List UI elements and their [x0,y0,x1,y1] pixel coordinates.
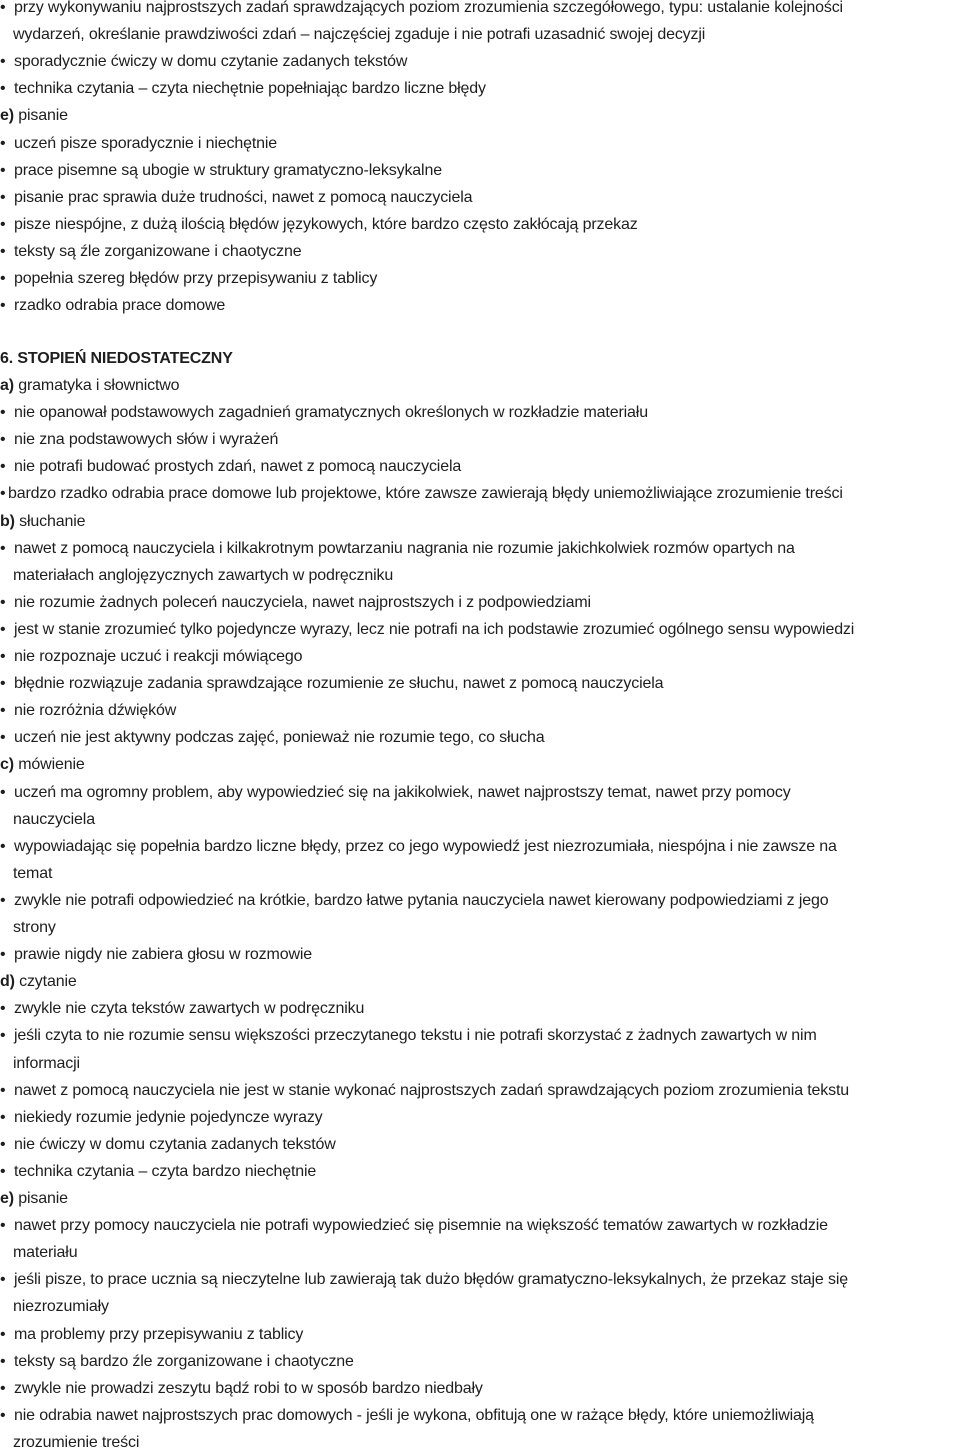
list-item-text: uczeń pisze sporadycznie i niechętnie [14,134,278,152]
list-item-text: nie potrafi budować prostych zdań, nawet z pomocą nauczyciela [14,458,462,476]
list-item-text: wydarzeń, określanie prawdziwości zdań – najczęściej zgaduje i nie potrafi uzasadnić swojej decyzji [13,26,706,44]
list-item-text: uczeń nie jest aktywny podczas zajęć, ponieważ nie rozumie tego, co słucha [14,729,545,747]
subsection-title: czytanie [14,973,77,991]
bullet-dot-icon: • [0,1162,6,1180]
bullet-dot-icon: • [0,1352,6,1370]
list-item-text: przy wykonywaniu najprostszych zadań sprawdzających poziom zrozumienia szczegółowego, typu: ustalanie kolejności [14,0,843,16]
subsection-label: c) [0,756,14,774]
list-item [0,702,960,720]
subsection-label: d) [0,973,15,991]
list-item-text: jest w stanie zrozumieć tylko pojedyncze wyrazy, lecz nie potrafi na ich podstawie zrozumieć ogólnego sensu wypowiedzi [14,620,855,638]
list-item-continuation [0,26,960,44]
list-item-text: błędnie rozwiązuje zadania sprawdzające rozumienie ze słuchu, nawet z pomocą nauczyciela [14,675,664,693]
bullet-dot-icon: • [0,1325,6,1343]
list-item [0,297,960,315]
subsection-heading [0,1190,960,1208]
bullet-dot-icon: • [0,1108,6,1126]
bullet-dot-icon: • [0,485,6,503]
list-item [0,53,960,71]
bullet-dot-icon: • [0,431,6,449]
list-item [0,1217,960,1235]
list-item [0,1163,960,1181]
list-item-text: teksty są bardzo źle zorganizowane i chaotyczne [14,1352,354,1370]
subsection-title: słuchanie [14,512,86,530]
bullet-dot-icon: • [0,1000,6,1018]
list-item-text: bardzo rzadko odrabia prace domowe lub projektowe, które zawsze zawierają błędy uniemożliwiające zrozumienie treści [8,485,843,503]
subsection-title: pisanie [13,107,68,125]
bullet-dot-icon: • [0,1027,6,1045]
subsection-heading [0,107,960,125]
list-item-text: teksty są źle zorganizowane i chaotyczne [14,242,302,260]
list-item [0,431,960,449]
list-item-text: zrozumienie treści [13,1433,140,1451]
bullet-dot-icon: • [0,1135,6,1153]
list-item-text: technika czytania – czyta niechętnie popełniając bardzo liczne błędy [14,80,486,98]
list-item [0,1407,960,1425]
list-item-text: technika czytania – czyta bardzo niechętnie [14,1162,317,1180]
list-item [0,1082,960,1100]
subsection-heading [0,513,960,531]
list-item-text: materiałach anglojęzycznych zawartych w podręczniku [13,566,394,584]
bullet-dot-icon: • [0,837,6,855]
bullet-dot-icon: • [0,458,6,476]
bullet-dot-icon: • [0,188,6,206]
bullet-dot-icon: • [0,297,6,315]
list-item-text: temat [13,864,53,882]
list-item [0,135,960,153]
list-item-text: ma problemy przy przepisywaniu z tablicy [14,1325,304,1343]
bullet-dot-icon: • [0,675,6,693]
bullet-dot-icon: • [0,53,6,71]
list-item-text: zwykle nie czyta tekstów zawartych w podręczniku [14,1000,365,1018]
subsection-label: b) [0,512,15,530]
list-item [0,540,960,558]
list-item [0,162,960,180]
bullet-dot-icon: • [0,215,6,233]
list-item-text: materiału [13,1244,78,1262]
subsection-heading [0,973,960,991]
list-item [0,1353,960,1371]
list-item-text: rzadko odrabia prace domowe [14,297,226,315]
list-item-text: nauczyciela [13,810,95,828]
list-item [0,838,960,856]
list-item [0,243,960,261]
list-item [0,729,960,747]
bullet-dot-icon: • [0,539,6,557]
bullet-dot-icon: • [0,1379,6,1397]
list-item-text: informacji [13,1054,80,1072]
list-item-text: jeśli czyta to nie rozumie sensu większości przeczytanego tekstu i nie potrafi skorzystać z żadnych zawartych w nim [14,1027,817,1045]
list-item [0,216,960,234]
list-item-text: sporadycznie ćwiczy w domu czytanie zadanych tekstów [14,53,408,71]
subsection-label: e) [0,1190,14,1208]
list-item-text: prace pisemne są ubogie w struktury gramatyczno-leksykalne [14,161,442,179]
bullet-dot-icon: • [0,80,6,98]
section-title-text: 6. STOPIEŃ NIEDOSTATECZNY [0,349,233,367]
list-item-text: uczeń ma ogromny problem, aby wypowiedzieć się na jakikolwiek, nawet najprostszy temat, nawet przy pomocy [14,783,791,801]
bullet-dot-icon: • [0,1406,6,1424]
bullet-dot-icon: • [0,242,6,260]
subsection-heading [0,756,960,774]
list-item-text: wypowiadając się popełnia bardzo liczne błędy, przez co jego wypowiedź jest niezrozumiała, niespójna i nie zawsze na [14,837,837,855]
bullet-dot-icon: • [0,1217,6,1235]
list-item-continuation [0,1434,960,1452]
list-item [0,485,960,503]
list-item-text: nie opanował podstawowych zagadnień gramatycznych określonych w rozkładzie materiału [14,404,648,422]
list-item-text: strony [13,919,56,937]
list-item-text: popełnia szereg błędów przy przepisywaniu z tablicy [14,270,378,287]
subsection-heading [0,377,960,395]
bullet-dot-icon: • [0,161,6,179]
bullet-dot-icon: • [0,134,6,152]
list-item-text: nie odrabia nawet najprostszych prac domowych - jeśli je wykona, obfitują one w rażące błędy, które uniemożliwiają [14,1406,814,1424]
list-item [0,675,960,693]
list-item [0,270,960,288]
list-item-continuation [0,865,960,883]
list-item-text: nie rozumie żadnych poleceń nauczyciela, nawet najprostszych i z podpowiedziami [14,593,591,611]
list-item-text: prawie nigdy nie zabiera głosu w rozmowie [14,946,312,964]
bullet-dot-icon: • [0,0,6,16]
list-item-text: pisze niespójne, z dużą ilością błędów językowych, które bardzo często zakłócają przekaz [14,215,638,233]
bullet-dot-icon: • [0,404,6,422]
list-item-text: zwykle nie prowadzi zeszytu bądź robi to w sposób bardzo niedbały [14,1379,483,1397]
list-item [0,458,960,476]
list-item [0,404,960,422]
list-item [0,1271,960,1289]
list-item-continuation [0,567,960,585]
list-item [0,621,960,639]
list-item-text: nawet z pomocą nauczyciela nie jest w stanie wykonać najprostszych zadań sprawdzających poziom zrozumienia tekstu [14,1081,850,1099]
bullet-dot-icon: • [0,891,6,909]
list-item-text: pisanie prac sprawia duże trudności, nawet z pomocą nauczyciela [14,188,473,206]
list-item-continuation [0,1055,960,1073]
list-item [0,80,960,98]
list-item-text: zwykle nie potrafi odpowiedzieć na krótkie, bardzo łatwe pytania nauczyciela nawet kierowany podpowiedziami z jego [14,891,829,909]
list-item [0,648,960,666]
list-item-continuation [0,1298,960,1316]
list-item-text: nie rozróżnia dźwięków [14,702,177,720]
bullet-dot-icon: • [0,729,6,747]
list-item [0,1136,960,1154]
list-item-text: jeśli pisze, to prace ucznia są nieczytelne lub zawierają tak dużo błędów gramatyczno-leksykalnych, że przekaz staje się [14,1271,848,1289]
list-item-text: nie ćwiczy w domu czytania zadanych tekstów [14,1135,336,1153]
list-item-text: niezrozumiały [13,1298,109,1316]
bullet-dot-icon: • [0,1271,6,1289]
list-item [0,1000,960,1018]
list-item-text: niekiedy rozumie jedynie pojedyncze wyrazy [14,1108,323,1126]
list-item [0,892,960,910]
bullet-dot-icon: • [0,783,6,801]
list-item-text: nie rozpoznaje uczuć i reakcji mówiącego [14,648,303,666]
list-item-continuation [0,811,960,829]
bullet-dot-icon: • [0,593,6,611]
list-item [0,946,960,964]
subsection-title: pisanie [13,1190,68,1208]
list-item-continuation [0,1244,960,1262]
list-item-text: nawet przy pomocy nauczyciela nie potrafi wypowiedzieć się pisemnie na większość tematów zawartych w rozkładzie [14,1217,828,1235]
list-item-text: nawet z pomocą nauczyciela i kilkakrotnym powtarzaniu nagrania nie rozumie jakichkolwiek rozmów opartych na [14,539,795,557]
bullet-dot-icon: • [0,946,6,964]
list-item [0,1027,960,1045]
list-item [0,1380,960,1398]
list-item [0,1109,960,1127]
list-item-continuation [0,919,960,937]
bullet-dot-icon: • [0,620,6,638]
list-item-text: nie zna podstawowych słów i wyrażeń [14,431,279,449]
subsection-label: a) [0,377,14,395]
list-item [0,189,960,207]
bullet-dot-icon: • [0,1081,6,1099]
list-item [0,594,960,612]
list-item [0,784,960,802]
section-title [0,350,960,368]
bullet-dot-icon: • [0,270,6,287]
subsection-label: e) [0,107,14,125]
subsection-title: mówienie [13,756,85,774]
bullet-dot-icon: • [0,702,6,720]
list-item [0,0,960,17]
subsection-title: gramatyka i słownictwo [13,377,180,395]
bullet-dot-icon: • [0,648,6,666]
list-item [0,1326,960,1344]
